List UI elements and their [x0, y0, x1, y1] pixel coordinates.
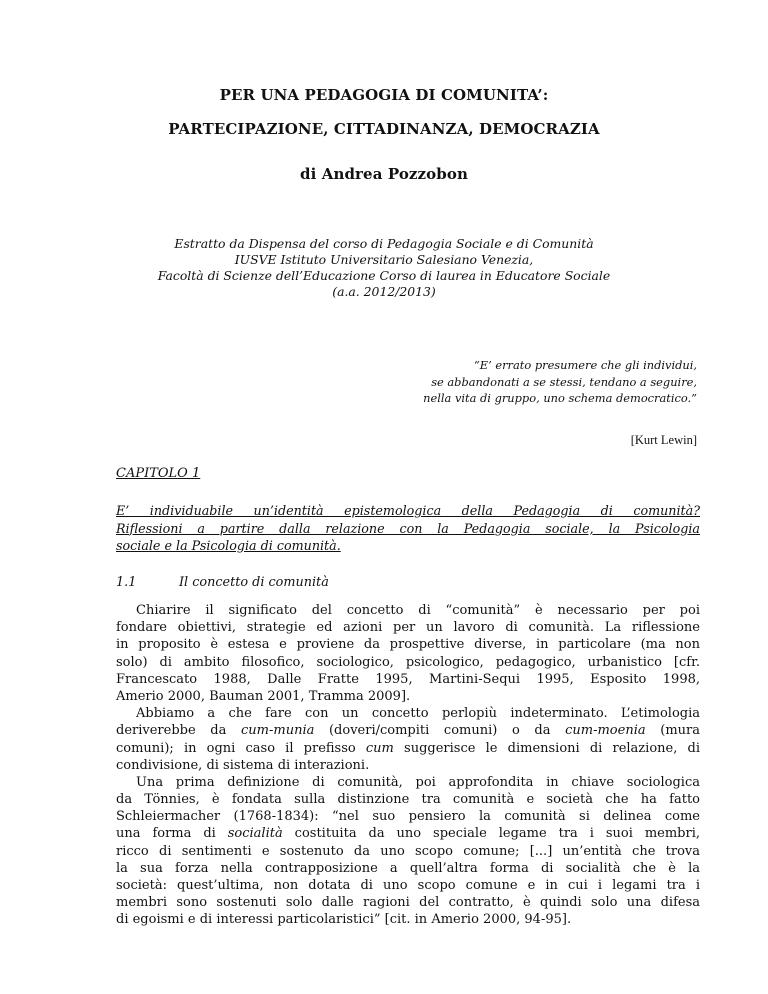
body-line: Una prima definizione di comunità, poi approfondita in chiave sociologica: [136, 774, 700, 790]
chapter-subtitle-line: Riflessioni a partire dalla relazione con la Pedagogia sociale, la Psicologia: [116, 520, 700, 536]
body-line: di egoismi e di interessi particolaristici” [cit. in Amerio 2000, 94-95].: [116, 912, 572, 928]
body-line: società: quest’ultima, non dotata di uno scopo comune e in cui i legami tra i: [116, 878, 700, 893]
chapter-subtitle-line: sociale e la Psicologia di comunità.: [116, 538, 341, 553]
body-line: la sua forza nella contrapposizione a quell’altra forma di socialità che è la: [116, 860, 700, 876]
body-line: da Tönnies, è fondata sulla distinzione tra comunità e società che ha fatto: [116, 792, 700, 808]
body-line: Amerio 2000, Bauman 2001, Tramma 2009].: [116, 688, 411, 704]
body-line: Chiarire il significato del concetto di “comunità” è necessario per poi: [136, 603, 700, 618]
body-line: ricco di sentimenti e sostenuto da uno scopo comune; [...] un’entità che trova: [116, 843, 700, 859]
body-line: Schleiermacher (1768-1834): “nel suo pensiero la comunità si delinea come: [116, 809, 700, 825]
epigraph-line: se abbandonati a se stessi, tendano a seguire,: [431, 374, 697, 389]
epigraph-attribution: [Kurt Lewin]: [630, 433, 697, 447]
epigraph-quote: [423, 357, 697, 407]
body-line: Abbiamo a che fare con un concetto perlopiù indeterminato. L’etimologia: [136, 706, 700, 722]
extract-line: Estratto da Dispensa del corso di Pedagogia Sociale e di Comunità: [174, 236, 594, 251]
chapter-subtitle: [116, 502, 700, 555]
extract-line: Facoltà di Scienze dell’Educazione Corso di laurea in Educatore Sociale: [157, 268, 611, 283]
body-line: in proposito è estesa e proviene da prospettive diverse, in particolare (ma non: [116, 637, 700, 653]
section-heading: [116, 575, 329, 590]
body-line: deriverebbe da cum-munia (doveri/compiti comuni) o da cum-moenia (mura: [116, 723, 700, 739]
chapter-subtitle-line: E’ individuabile un’identità epistemologica della Pedagogia di comunità?: [116, 503, 700, 518]
document-subtitle: PARTECIPAZIONE, CITTADINANZA, DEMOCRAZIA: [168, 120, 600, 138]
body-line: membri sono sostenuti solo dalle ragioni del contratto, è quindi solo una difesa: [116, 895, 700, 911]
extract-line: (a.a. 2012/2013): [332, 284, 436, 299]
section-number: 1.1: [116, 575, 137, 590]
body-line: condivisione, di sistema di interazioni.: [116, 757, 370, 773]
body-line: solo) di ambito filosofico, sociologico, psicologico, pedagogico, urbanistico [cfr.: [116, 654, 700, 670]
epigraph-line: “E’ errato presumere che gli individui,: [473, 358, 697, 372]
body-line: Francescato 1988, Dalle Fratte 1995, Martini-Sequi 1995, Esposito 1998,: [116, 671, 700, 687]
body-text: [116, 602, 700, 929]
body-line: comuni); in ogni caso il prefisso cum suggerisce le dimensioni di relazione, di: [116, 740, 700, 756]
document-title: PER UNA PEDAGOGIA DI COMUNITA’:: [219, 86, 549, 104]
document-author: di Andrea Pozzobon: [300, 165, 468, 183]
chapter-label: CAPITOLO 1: [116, 466, 201, 481]
extract-note: [0, 236, 768, 300]
extract-line: IUSVE Istituto Universitario Salesiano Venezia,: [234, 252, 534, 267]
body-line: una forma di socialità costituita da uno speciale legame tra i suoi membri,: [116, 826, 700, 842]
section-title: Il concetto di comunità: [179, 575, 329, 590]
epigraph-line: nella vita di gruppo, uno schema democratico.”: [423, 391, 697, 405]
body-line: fondare obiettivi, strategie ed azioni per un lavoro di comunità. La riflessione: [116, 620, 700, 636]
